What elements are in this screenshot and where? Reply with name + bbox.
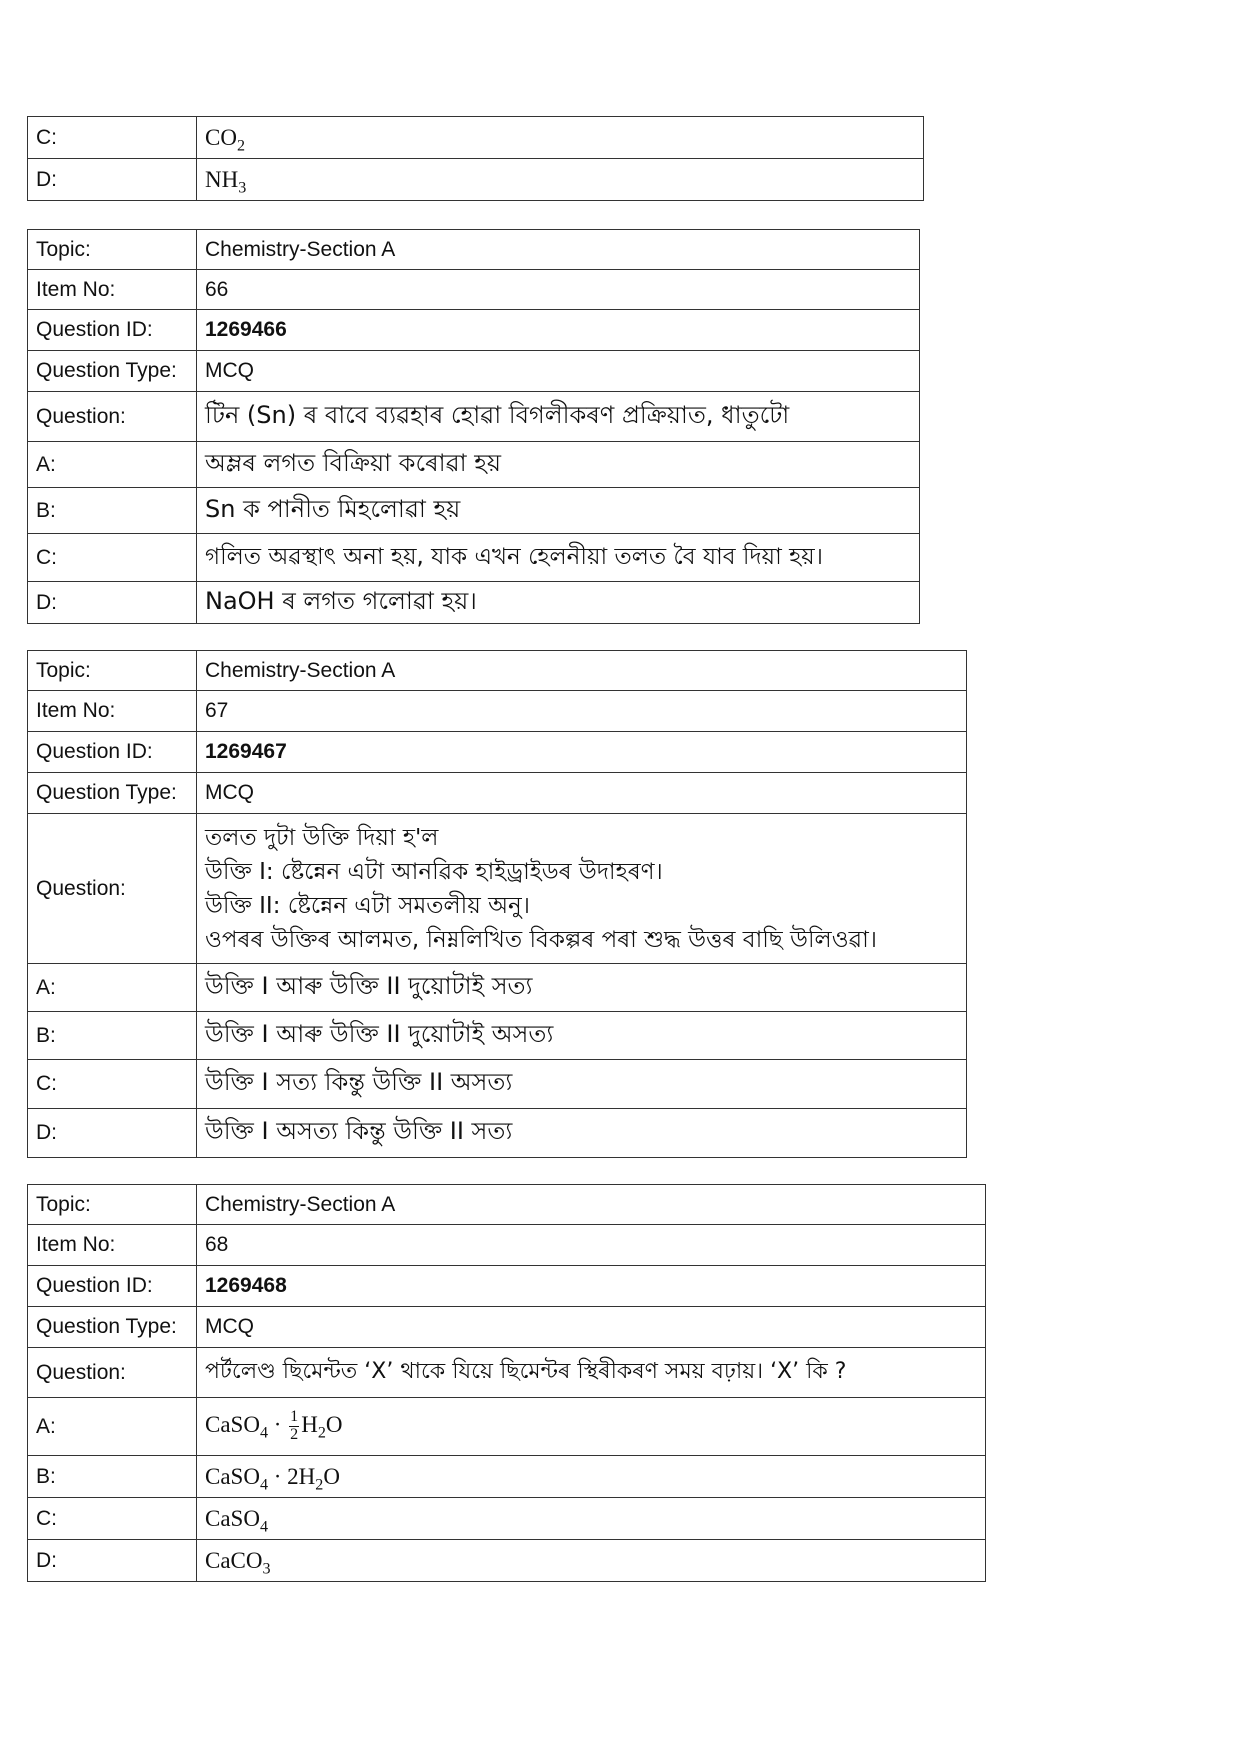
question-label: Question:	[28, 1348, 197, 1398]
question-type-label: Question Type:	[28, 773, 197, 814]
question-text	[197, 814, 967, 964]
topic-value: Chemistry-Section A	[197, 230, 920, 270]
option-label: B:	[28, 488, 197, 534]
option-d-text: NaOH ৰ লগত গলোৱা হয়।	[197, 582, 920, 624]
formula-caso4: CaSO$_4$	[205, 1505, 268, 1536]
question-table-68	[27, 1184, 986, 1582]
item-no-row	[28, 691, 967, 732]
option-row-a	[28, 964, 967, 1012]
option-row-c	[28, 1060, 967, 1109]
statement-1: উক্তি I: ষ্টেন্নেন এটা আনৱিক হাইড্ৰাইডৰ উদাহৰণ।	[205, 858, 663, 885]
option-label: D:	[28, 1540, 197, 1582]
question-id-value: 1269466	[197, 310, 920, 351]
option-label: C:	[28, 1060, 197, 1109]
question-id-label: Question ID:	[28, 732, 197, 773]
question-row	[28, 1348, 986, 1398]
option-row-d	[28, 582, 920, 624]
option-value-c	[197, 117, 924, 159]
item-no-value: 67	[197, 691, 967, 732]
question-id-row	[28, 1266, 986, 1307]
option-d-text: উক্তি I অসত্য কিন্তু উক্তি II সত্য	[197, 1109, 967, 1158]
option-label: A:	[28, 442, 197, 488]
option-a-text: অম্লৰ লগত বিক্ৰিয়া কৰোৱা হয়	[197, 442, 920, 488]
question-row	[28, 392, 920, 442]
option-c-text: উক্তি I সত্য কিন্তু উক্তি II অসত্য	[197, 1060, 967, 1109]
option-label: B:	[28, 1456, 197, 1498]
question-label: Question:	[28, 392, 197, 442]
topic-value: Chemistry-Section A	[197, 1185, 986, 1225]
question-text: টিন (Sn) ৰ বাবে ব্যৱহাৰ হোৱা বিগলীকৰণ প্ৰক্ৰিয়াত, ধাতুটো	[197, 392, 920, 442]
question-id-value: 1269468	[197, 1266, 986, 1307]
option-label: C:	[28, 117, 197, 159]
question-type-row	[28, 773, 967, 814]
item-no-label: Item No:	[28, 1225, 197, 1266]
option-label: D:	[28, 1109, 197, 1158]
question-type-label: Question Type:	[28, 1307, 197, 1348]
question-type-row	[28, 1307, 986, 1348]
option-row-a	[28, 442, 920, 488]
option-row-d	[28, 1109, 967, 1158]
question-type-value: MCQ	[197, 351, 920, 392]
option-label: D:	[28, 582, 197, 624]
option-a-text	[197, 1398, 986, 1456]
option-label: B:	[28, 1012, 197, 1060]
question-id-row	[28, 310, 920, 351]
option-row-a	[28, 1398, 986, 1456]
option-label: C:	[28, 534, 197, 582]
question-line: তলত দুটা উক্তি দিয়া হ'ল	[205, 824, 439, 851]
topic-label: Topic:	[28, 651, 197, 691]
formula-caso4-2h2o: CaSO$_4$ · $2H_2O$	[205, 1463, 340, 1494]
option-row-c	[28, 1498, 986, 1540]
fraction-half: $\frac{1}{2}$	[290, 1408, 299, 1443]
option-row-c	[28, 117, 924, 159]
topic-row	[28, 651, 967, 691]
option-row-b	[28, 1456, 986, 1498]
question-type-row	[28, 351, 920, 392]
question-label: Question:	[28, 814, 197, 964]
item-no-value: 66	[197, 270, 920, 310]
option-a-text: উক্তি I আৰু উক্তি II দুয়োটাই সত্য	[197, 964, 967, 1012]
question-id-row	[28, 732, 967, 773]
topic-value: Chemistry-Section A	[197, 651, 967, 691]
option-row-b	[28, 1012, 967, 1060]
question-line: ওপৰৰ উক্তিৰ আলমত, নিম্নলিখিত বিকল্পৰ পৰা শুদ্ধ উত্তৰ বাছি উলিওৱা।	[205, 926, 877, 953]
statement-2: উক্তি II: ষ্টেন্নেন এটা সমতলীয় অনু।	[205, 892, 530, 919]
formula-caso4-half-h2o: CaSO$_4$ · $\frac{1}{2}$ $H_2O$	[205, 1408, 343, 1443]
question-type-value: MCQ	[197, 773, 967, 814]
option-row-b	[28, 488, 920, 534]
option-label: D:	[28, 159, 197, 201]
option-row-c	[28, 534, 920, 582]
question-text: পৰ্টলেণ্ড ছিমেন্টত ‘X’ থাকে যিয়ে ছিমেন্টৰ স্থিৰীকৰণ সময় বঢ়ায়। ‘X’ কি ?	[197, 1348, 986, 1398]
formula-co2: $CO_2$	[205, 124, 245, 155]
topic-row	[28, 1185, 986, 1225]
question-type-value: MCQ	[197, 1307, 986, 1348]
question-table-66	[27, 229, 920, 624]
question-id-label: Question ID:	[28, 1266, 197, 1307]
option-label: A:	[28, 964, 197, 1012]
option-row-d	[28, 1540, 986, 1582]
option-b-text: উক্তি I আৰু উক্তি II দুয়োটাই অসত্য	[197, 1012, 967, 1060]
topic-row	[28, 230, 920, 270]
item-no-label: Item No:	[28, 270, 197, 310]
formula-caco3: CaCO$_3$	[205, 1547, 271, 1578]
option-label: C:	[28, 1498, 197, 1540]
question-id-label: Question ID:	[28, 310, 197, 351]
option-c-text	[197, 1498, 986, 1540]
item-no-label: Item No:	[28, 691, 197, 732]
question-id-value: 1269467	[197, 732, 967, 773]
topic-label: Topic:	[28, 1185, 197, 1225]
option-b-text	[197, 1456, 986, 1498]
question-row	[28, 814, 967, 964]
question-table-67	[27, 650, 967, 1158]
item-no-row	[28, 1225, 986, 1266]
question-type-label: Question Type:	[28, 351, 197, 392]
option-d-text	[197, 1540, 986, 1582]
option-b-text: Sn ক পানীত মিহলোৱা হয়	[197, 488, 920, 534]
option-row-d	[28, 159, 924, 201]
prev-question-options-table	[27, 116, 924, 201]
option-c-text: গলিত অৱস্থাৎ অনা হয়, যাক এখন হেলনীয়া তলত বৈ যাব দিয়া হয়।	[197, 534, 920, 582]
formula-nh3: $NH_3$	[205, 166, 247, 197]
topic-label: Topic:	[28, 230, 197, 270]
item-no-row	[28, 270, 920, 310]
option-label: A:	[28, 1398, 197, 1456]
option-value-d	[197, 159, 924, 201]
item-no-value: 68	[197, 1225, 986, 1266]
